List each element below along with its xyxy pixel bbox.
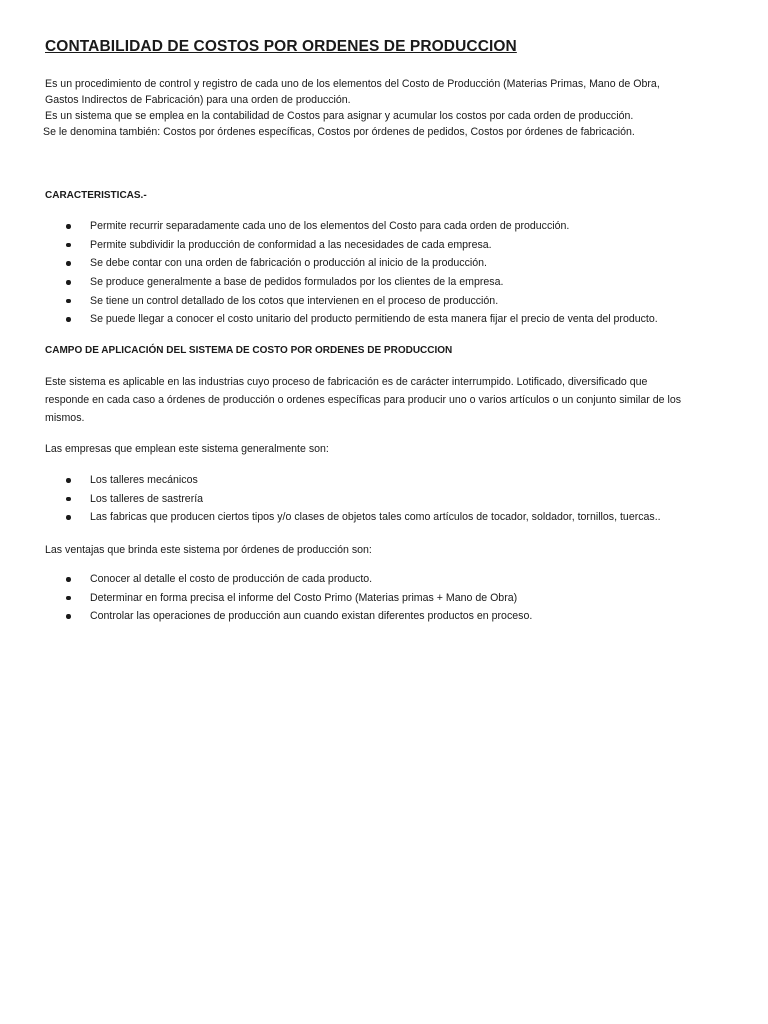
bullet-icon [66,577,71,582]
intro-section [45,76,735,140]
list-item [45,570,745,589]
list-item-text: Los talleres de sastrería [90,492,204,505]
bullet-icon [66,614,71,619]
list-item-text: Permite recurrir separadamente cada uno de los elementos del Costo para cada orden de producción. [90,220,570,232]
list-item-text: Permite subdividir la producción de conformidad a las necesidades de cada empresa. [90,238,492,251]
list-item-text: Controlar las operaciones de producción aun cuando existan diferentes productos en proceso. [90,610,533,623]
empresas-intro: Las empresas que emplean este sistema generalmente son: [45,443,329,455]
document-title: CONTABILIDAD DE COSTOS POR ORDENES DE PRODUCCION [45,38,517,55]
paragraph-line: mismos. [45,412,85,424]
ventajas-intro: Las ventajas que brinda este sistema por órdenes de producción son: [45,544,372,556]
intro-line: Gastos Indirectos de Fabricación) para una orden de producción. [45,94,351,106]
paragraph-line: Este sistema es aplicable en las industrias cuyo proceso de fabricación es de carácter interrumpido. Lotificado, diversificado que [45,376,648,388]
bullet-icon [66,497,71,502]
list-item [45,589,745,608]
bullet-icon [66,243,71,248]
list-item-text: Conocer al detalle el costo de producción de cada producto. [90,573,373,585]
list-item [45,607,745,626]
caracteristicas-heading: CARACTERISTICAS.- [45,190,147,201]
list-item [45,217,745,236]
list-item [45,292,745,311]
list-item [45,273,745,292]
bullet-icon [66,317,71,322]
empresas-list [45,471,745,527]
campo-paragraph [45,373,735,427]
bullet-icon [66,261,71,266]
intro-line: Es un sistema que se emplea en la contabilidad de Costos para asignar y acumular los costos por cada orden de producción. [45,110,634,122]
intro-line: Es un procedimiento de control y registro de cada uno de los elementos del Costo de Producción (Materias Primas, Mano de Obra, [45,78,660,90]
bullet-icon [66,478,71,483]
list-item [45,236,745,255]
bullet-icon [66,596,71,601]
caracteristicas-list [45,217,745,329]
list-item-text: Se puede llegar a conocer el costo unitario del producto permitiendo de esta manera fijar el precio de venta del producto. [90,313,658,326]
bullet-icon [66,299,71,304]
list-item-text: Determinar en forma precisa el informe del Costo Primo (Materias primas + Mano de Obra) [90,591,518,604]
list-item [45,254,745,273]
list-item [45,508,745,527]
bullet-icon [66,224,71,229]
list-item [45,310,745,329]
list-item-text: Se debe contar con una orden de fabricación o producción al inicio de la producción. [90,257,487,270]
bullet-icon [66,280,71,285]
list-item-text: Los talleres mecánicos [90,474,198,486]
bullet-icon [66,515,71,520]
paragraph-line: responde en cada caso a órdenes de producción o ordenes específicas para producir uno o varios artículos o un conjunto similar de los [45,394,682,406]
list-item [45,490,745,509]
list-item-text: Se tiene un control detallado de los cotos que intervienen en el proceso de producción. [90,294,499,307]
list-item-text: Las fabricas que producen ciertos tipos y/o clases de objetos tales como artículos de tocador, soldador, tornillos, tuercas.. [90,511,661,524]
ventajas-list [45,570,745,626]
campo-heading: CAMPO DE APLICACIÓN DEL SISTEMA DE COSTO POR ORDENES DE PRODUCCION [45,345,453,356]
list-item [45,471,745,490]
list-item-text: Se produce generalmente a base de pedidos formulados por los clientes de la empresa. [90,276,504,289]
intro-line: Se le denomina también: Costos por órdenes específicas, Costos por órdenes de pedidos, Costos por órdenes de fabricación. [43,126,635,138]
